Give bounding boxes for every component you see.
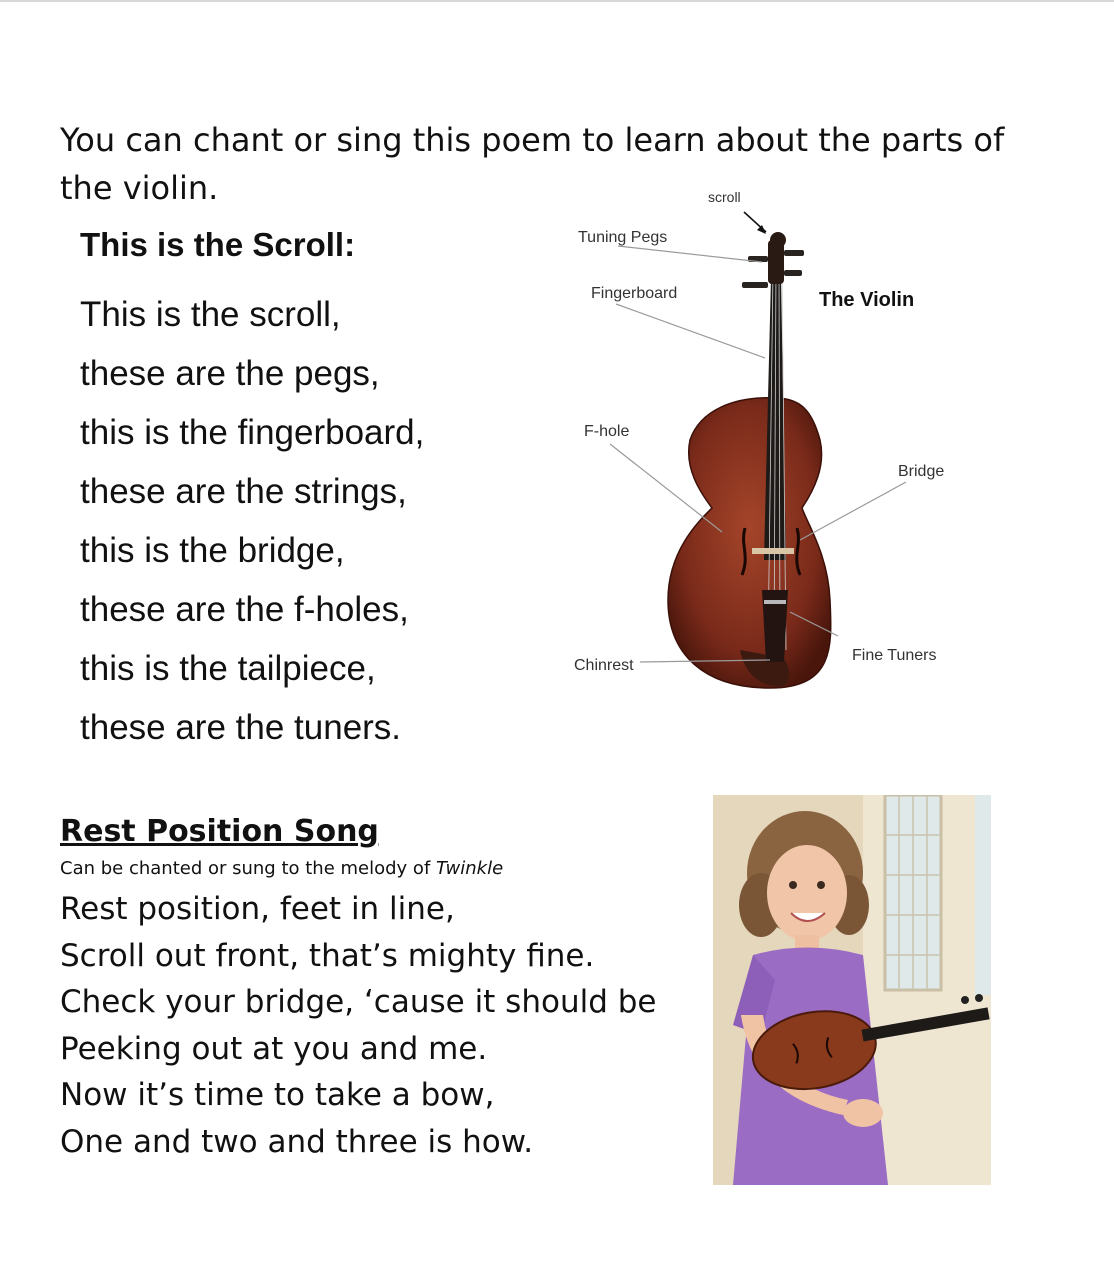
song-line: Check your bridge, ‘cause it should be [60,984,657,1020]
diagram-title: The Violin [819,289,915,311]
poem-lines [80,288,424,760]
label-f-hole: F-hole [584,423,630,440]
song-line: One and two and three is how. [60,1123,534,1160]
poem-line: this is the bridge, [80,531,345,570]
song-subtitle [60,858,503,879]
song-subtitle-text: Can be chanted or sung to the melody of [60,858,436,879]
bridge-shape [752,548,794,554]
label-tuning-pegs: Tuning Pegs [578,229,668,246]
poem-line: this is the fingerboard, [80,413,425,452]
scroll-shape [770,232,786,248]
label-scroll: scroll [708,189,741,205]
song-melody-name: Twinkle [436,858,504,879]
poem-heading: This is the Scroll: [80,226,356,263]
song-line: Scroll out front, that’s mighty fine. [60,937,595,974]
label-chinrest: Chinrest [574,657,634,674]
poem-line: these are the strings, [80,472,407,511]
girl-with-violin-photo [713,795,991,1185]
label-fine-tuners: Fine Tuners [852,647,937,664]
song-lines [60,886,657,1165]
poem-line: This is the scroll, [80,295,341,334]
song-line: Rest position, feet in line, [60,891,455,927]
label-bridge: Bridge [898,463,945,480]
song-title: Rest Position Song [60,814,379,849]
poem-line: these are the pegs, [80,354,380,393]
top-border [0,0,1114,2]
poem-line: these are the tuners. [80,708,402,747]
song-line: Now it’s time to take a bow, [60,1077,495,1113]
poem-line: this is the tailpiece, [80,649,376,688]
intro-text: You can chant or sing this poem to learn about the parts of the violin. [60,121,1005,207]
violin-diagram [560,180,980,700]
poem-line: these are the f-holes, [80,590,409,629]
song-line: Peeking out at you and me. [60,1030,488,1067]
violin-body [668,398,831,688]
label-fingerboard: Fingerboard [591,285,678,302]
